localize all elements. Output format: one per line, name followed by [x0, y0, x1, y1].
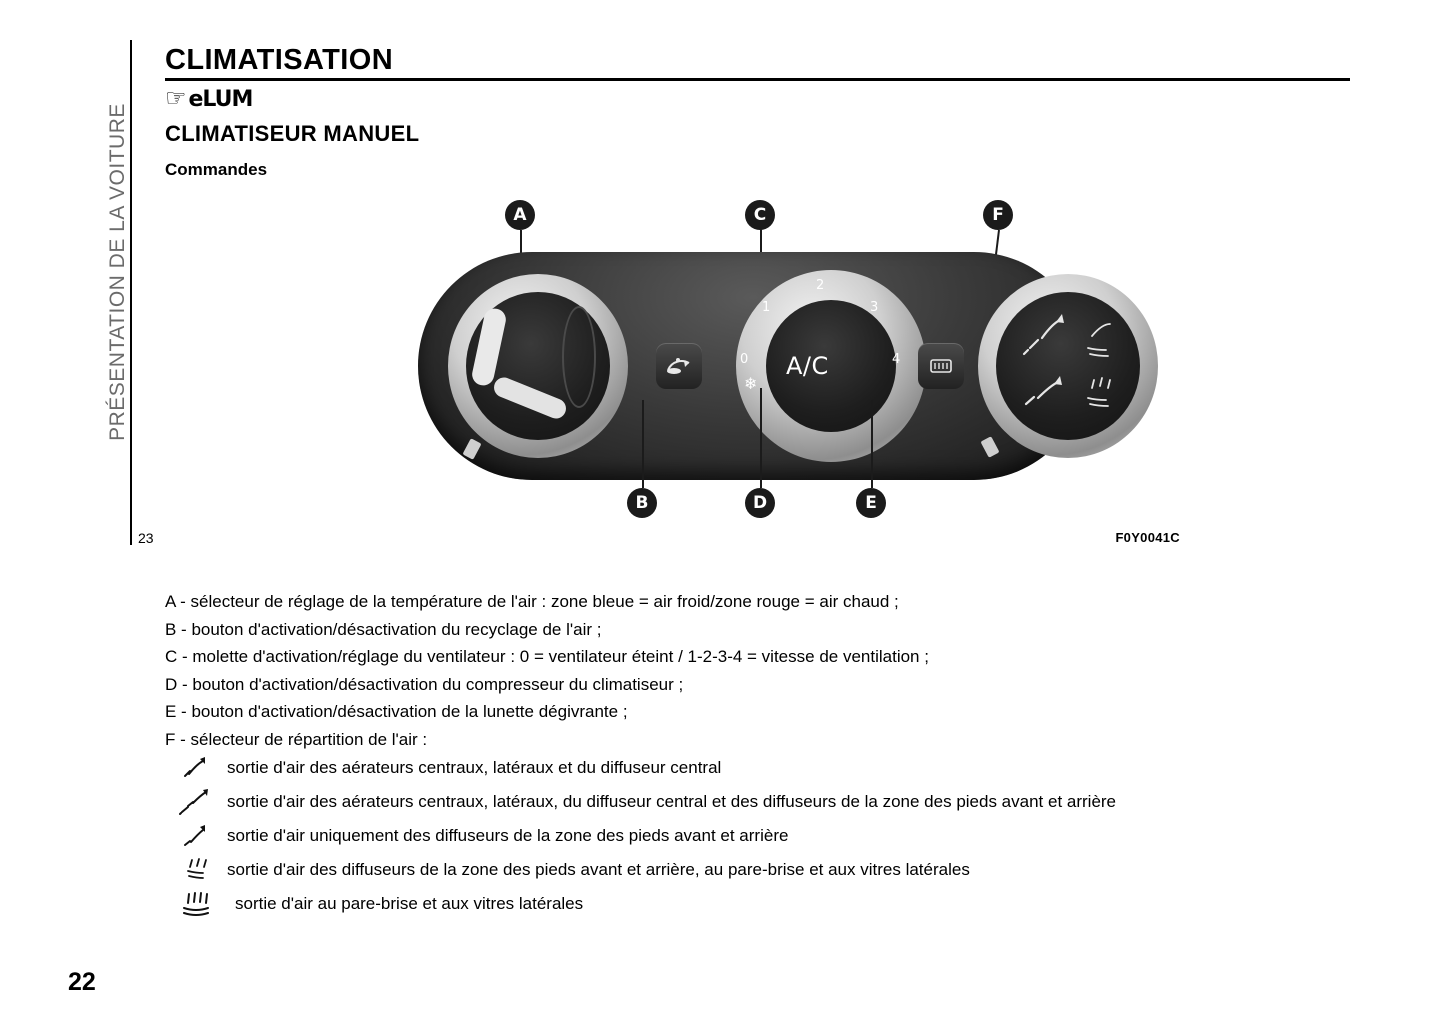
callout-e-leader — [871, 400, 873, 488]
figure-number: 23 — [138, 530, 154, 546]
temperature-hot-zone — [491, 374, 569, 421]
subsection-title: Commandes — [165, 160, 268, 179]
rear-window-defrost-icon — [929, 357, 953, 375]
air-distribution-knob-inner[interactable] — [996, 292, 1140, 440]
air-to-feet-icon — [165, 824, 227, 848]
pointing-hand-icon: ☞ — [165, 85, 187, 112]
legend-line-a: A - sélecteur de réglage de la température de l'air : zone bleue = air froid/zone rouge = air chaud ; — [165, 592, 899, 611]
air-to-face-icon — [165, 756, 227, 780]
legend-line-d: D - bouton d'activation/désactivation du compresseur du climatiseur ; — [165, 674, 684, 694]
legend-line-c: C - molette d'activation/réglage du ventilateur : 0 = ventilateur éteint / 1-2-3-4 = vitesse de ventilation ; — [165, 647, 929, 667]
compressor-label: A/C — [786, 352, 829, 380]
legend-line-e: E - bouton d'activation/désactivation de la lunette dégivrante ; — [165, 702, 628, 722]
list-item — [165, 888, 1385, 920]
callout-d: D — [745, 488, 775, 518]
callout-f: F — [983, 200, 1013, 230]
callout-b: B — [627, 488, 657, 518]
page-number: 22 — [68, 968, 96, 996]
fan-scale-0: 0 — [740, 352, 749, 367]
air-to-feet-and-windscreen-icon — [165, 857, 227, 883]
legend-list — [165, 588, 1365, 753]
temperature-knob-pointer — [462, 438, 481, 460]
list-item — [165, 786, 1385, 818]
air-to-feet-text: sortie d'air uniquement des diffuseurs de la zone des pieds avant et arrière — [227, 826, 789, 845]
sidebar-section-label: PRÉSENTATION DE LA VOITURE — [106, 103, 129, 441]
section-title: CLIMATISEUR MANUEL — [165, 121, 420, 146]
air-recirculation-button[interactable] — [656, 343, 702, 389]
legend-line-f: F - sélecteur de répartition de l'air : — [165, 729, 428, 749]
list-item — [165, 752, 1385, 784]
fan-scale-2: 2 — [816, 278, 825, 293]
fan-scale-3: 3 — [870, 300, 879, 315]
figure-code: F0Y0041C — [1115, 530, 1180, 545]
callout-c: C — [745, 200, 775, 230]
title-underline — [165, 78, 1350, 81]
fan-scale-1: 1 — [762, 300, 771, 315]
air-distribution-legend — [165, 752, 1385, 922]
legend-line-b: B - bouton d'activation/désactivation du recyclage de l'air ; — [165, 619, 602, 639]
callout-a: A — [505, 200, 535, 230]
air-to-face-text: sortie d'air des aérateurs centraux, latéraux et du diffuseur central — [227, 758, 722, 777]
callout-d-leader — [760, 388, 762, 488]
list-item — [165, 820, 1385, 852]
climate-panel-body — [418, 252, 1088, 480]
fan-scale-4: 4 — [892, 352, 901, 367]
air-to-windscreen-icon — [165, 891, 227, 917]
code-glyph-label: eLUM — [188, 86, 253, 112]
page-title: CLIMATISATION — [165, 44, 394, 76]
air-to-face-and-feet-icon — [165, 789, 227, 815]
snowflake-icon: ❄ — [744, 374, 758, 393]
air-to-feet-and-windscreen-text: sortie d'air des diffuseurs de la zone des pieds avant et arrière, au pare-brise et aux vitres latérales — [227, 860, 970, 879]
callout-e: E — [856, 488, 886, 518]
air-to-windscreen-text: sortie d'air au pare-brise et aux vitres latérales — [235, 894, 584, 913]
rear-defrost-button[interactable] — [918, 343, 964, 389]
version-glyph-row — [165, 84, 252, 114]
air-distribution-symbols — [996, 292, 1140, 440]
list-item — [165, 854, 1385, 886]
temperature-knob-inner[interactable] — [466, 292, 610, 440]
air-recirculation-icon — [666, 357, 692, 375]
callout-b-leader — [642, 400, 644, 488]
climate-control-figure — [60, 200, 1180, 555]
temperature-scale-arc — [562, 306, 596, 408]
air-to-face-and-feet-text: sortie d'air des aérateurs centraux, latéraux, du diffuseur central et des diffuseurs de la zone des pieds avant et arrière — [227, 792, 1117, 811]
